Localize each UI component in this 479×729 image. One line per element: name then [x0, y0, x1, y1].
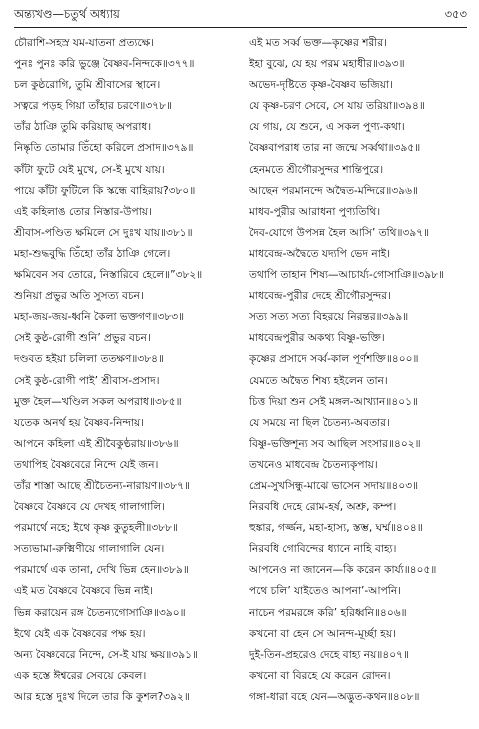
verse-line: সেই কুষ্ঠ-রোগী শুনি’ প্রভুর বচন।	[14, 332, 151, 345]
verse-line: মুক্ত হৈল—খণ্ডিল সকল অপরাধ॥৩৮৫॥	[14, 395, 182, 408]
verse-line: বিষ্ণু-ভক্তিশূন্য সব আছিল সংসার॥৪০২॥	[249, 437, 421, 450]
verse-line: তথাপি তাহান শিষ্য—আচার্য্য-গোসাঞি॥৩৯৮॥	[249, 269, 444, 282]
verse-line: সত্যভামা-রুক্মিণীয়ে গালাগালি যেন।	[14, 543, 165, 556]
verse-line: নিরবধি দেহে রোম-হর্ষ, অশ্রু, কম্প।	[249, 501, 397, 514]
verse-line: কখনো বা বিরহে যে করেন রোদন।	[249, 669, 391, 682]
verse-line: সত্বরে পড়হ গিয়া তাঁহার চরণে॥৩৭৮॥	[14, 100, 173, 113]
verse-line: মহা-শুদ্ধবুদ্ধি তিঁহো তাঁর ঠাঞি গেলে।	[14, 247, 171, 260]
verse-line: তথাপিহ বৈষ্ণবেরে নিন্দে যেই জন।	[14, 458, 159, 471]
verse-line: ক্ষমিবেন সব তোরে, নিস্তারিবে হেলে॥”৩৮২॥	[14, 269, 203, 282]
left-column	[14, 33, 236, 708]
verse-line: সেই কুষ্ঠ-রোগী পাই’ শ্রীবাস-প্রসাদ।	[14, 374, 160, 387]
verse-line: ইথে যেই এক বৈষ্ণবের পক্ষ হয়।	[14, 627, 146, 640]
verse-line: পরমার্থে এক তানা, দেখি ভিন্ন হেন॥৩৮৯॥	[14, 564, 189, 577]
running-title: অন্ত্যখণ্ড—চতুর্থ অধ্যায়	[14, 7, 120, 21]
verse-line: চল কুষ্ঠরোগি, তুমি শ্রীবাসের স্থানে।	[14, 79, 161, 92]
right-column	[249, 33, 467, 708]
verse-line: এক হস্তে ঈশ্বরের সেবয়ে কেবল।	[14, 669, 147, 682]
verse-line: তাঁর ঠাঞি তুমি করিয়াছ অপরাধ।	[14, 121, 152, 134]
verse-line: পুনঃ পুনঃ করি ভুঞ্জে বৈষ্ণব-নিন্দকে॥৩৭৭॥	[14, 58, 195, 71]
verse-line: তখনেও মাধবেন্দ্র চৈতন্যকৃপায়।	[249, 458, 378, 471]
verse-line: ভিন্ন করায়েন রঙ্গ চৈতন্যগোসাঞি॥৩৯০॥	[14, 606, 186, 619]
verse-line: কাঁটা ফুটে যেই মুখে, সে-ই মুখে যায়।	[14, 163, 165, 176]
verse-line: পথে চলি’ যাইতেও আপনা’-আপনি।	[249, 585, 401, 598]
page-header	[14, 6, 467, 26]
verse-line: দুই-তিন-প্রহরেও দেহে বাহ্য নয়॥৪০৭॥	[249, 648, 409, 661]
verse-line: আপনেও না জানেন—কি করেন কার্য্য॥৪০৫॥	[249, 564, 437, 577]
page-number: ৩৫৩	[444, 7, 467, 21]
verse-line: যে কৃষ্ণ-চরণ সেবে, সে যায় তরিয়া॥৩৯৪॥	[249, 100, 425, 113]
verse-line: যে গায়, যে শুনে, এ সকল পুণ্য-কথা।	[249, 121, 405, 134]
verse-line: এই কহিলাঙ তোর নিস্তার-উপায়।	[14, 205, 152, 218]
verse-line: আছেন পরমানন্দে অদ্বৈত-মন্দিরে॥৩৯৬॥	[249, 184, 418, 197]
verse-line: কখনো বা হেন সে আনন্দ-মূর্চ্ছা হয়।	[249, 627, 396, 640]
verse-line: দৈব-যোগে উপসন্ন হৈল আসি’ তথি॥৩৯৭॥	[249, 226, 430, 239]
verse-line: যতেক অনর্থ হয় বৈষ্ণব-নিন্দায়।	[14, 416, 145, 429]
verse-line: অন্য বৈষ্ণবেরে নিন্দে, সে-ই যায় ক্ষয়॥৩৯১॥	[14, 648, 198, 661]
verse-line: প্রেম-সুখসিন্ধু-মাঝে ভাসেন সদায়॥৪০৩॥	[249, 479, 419, 492]
verse-line: যে সময়ে না ছিল চৈতন্য-অবতার।	[249, 416, 390, 429]
verse-line: নাচেন পরমরঙ্গে করি’ হরিধ্বনি॥৪০৬॥	[249, 606, 407, 619]
verse-line: চৌরাশি-সহস্র যম-যাতনা প্রত্যক্ষে।	[14, 37, 155, 49]
verse-line: দণ্ডবত হইয়া চলিলা ততক্ষণ॥৩৮৪॥	[14, 353, 164, 366]
verse-line: এই মত বৈষ্ণবে বৈষ্ণবে ভিন্ন নাই।	[14, 585, 153, 598]
verse-line: অভেদ-দৃষ্টিতে কৃষ্ণ-বৈষ্ণব ভজিয়া।	[249, 79, 393, 92]
verse-line: বৈষ্ণবে বৈষ্ণবে যে দেখহ গালাগালি।	[14, 501, 166, 514]
verse-line: যেমতে অদ্বৈত শিষ্য হইলেন তান।	[249, 374, 388, 387]
verse-line: আপনে কহিলা এই শ্রীবৈকুণ্ঠরায়॥৩৮৬॥	[14, 437, 179, 450]
verse-line: ইহা বুঝে, যে হয় পরম মহাধীর॥৩৯৩॥	[249, 58, 405, 71]
verse-line: নিষ্কৃতি তোমার তিঁহো করিলে প্রসাদ॥৩৭৯॥	[14, 142, 194, 155]
verse-line: পরমার্থে নহে; ইথে কৃষ্ণ কুতুহলী॥৩৮৮॥	[14, 522, 178, 535]
verse-line: শুনিয়া প্রভুর অতি সুসত্য বচন।	[14, 290, 144, 303]
verse-line: কৃষ্ণের প্রসাদে সর্ব্ব-কাল পূর্ণশক্তি॥৪০০॥	[249, 353, 419, 366]
verse-line: হেনমতে শ্রীগৌরসুন্দর শান্তিপুরে।	[249, 163, 384, 176]
verse-line: চিত্ত দিয়া শুন সেই মঙ্গল-আখ্যান॥৪০১॥	[249, 395, 418, 408]
verse-line: বৈষ্ণবাপরাধ তার না জন্মে সর্ব্বথা॥৩৯৫॥	[249, 142, 421, 155]
verse-line: আর হস্তে দুঃখ দিলে তার কি কুশল?৩৯২॥	[14, 690, 190, 703]
verse-line: মাধবেন্দ্র-পুরীর দেহে শ্রীগৌরসুন্দর।	[249, 290, 391, 303]
verse-line: মাধবেন্দ্র-অদ্বৈতে যদ্যপি ভেদ নাই।	[249, 247, 391, 260]
verse-line: শ্রীবাস-পণ্ডিত ক্ষমিলে সে দুঃখ যায়॥৩৮১॥	[14, 226, 193, 239]
verse-line: নিরবধি গোবিন্দের ধ্যানে নাহি বাহ্য।	[249, 543, 397, 556]
verse-line: মাধব-পুরীর আরাধনা পুণ্যতিথি।	[249, 205, 381, 218]
verse-line: হুঙ্কার, গর্জ্জন, মহা-হাস্য, স্তম্ভ, ঘর্ম্ম॥৪০৪॥	[249, 522, 423, 535]
verse-columns	[14, 33, 467, 708]
verse-line: এই মত সর্ব্ব ভক্ত—কৃষ্ণের শরীর।	[249, 37, 387, 49]
verse-line: গঙ্গা-ধারা বহে যেন—অদ্ভুত-কথন॥৪০৮॥	[249, 690, 420, 703]
verse-line: মাধবেন্দ্রপুরীর অকথ্য বিষ্ণু-ভক্তি।	[249, 332, 385, 345]
verse-line: পায়ে কাঁটা ফুটিলে কি স্কন্ধে বাহিরায়?৩৮০॥	[14, 184, 196, 197]
verse-line: মহা-জয়-জয়-ধ্বনি কৈলা ভক্তগণ॥৩৮৩॥	[14, 311, 185, 324]
verse-line: সত্য সত্য সত্য বিহরয়ে নিরন্তর॥৩৯৯॥	[249, 311, 409, 324]
header-divider	[14, 27, 467, 28]
verse-line: তাঁর শাস্তা আছে শ্রীচৈতন্য-নারায়ণ॥৩৮৭॥	[14, 479, 190, 492]
